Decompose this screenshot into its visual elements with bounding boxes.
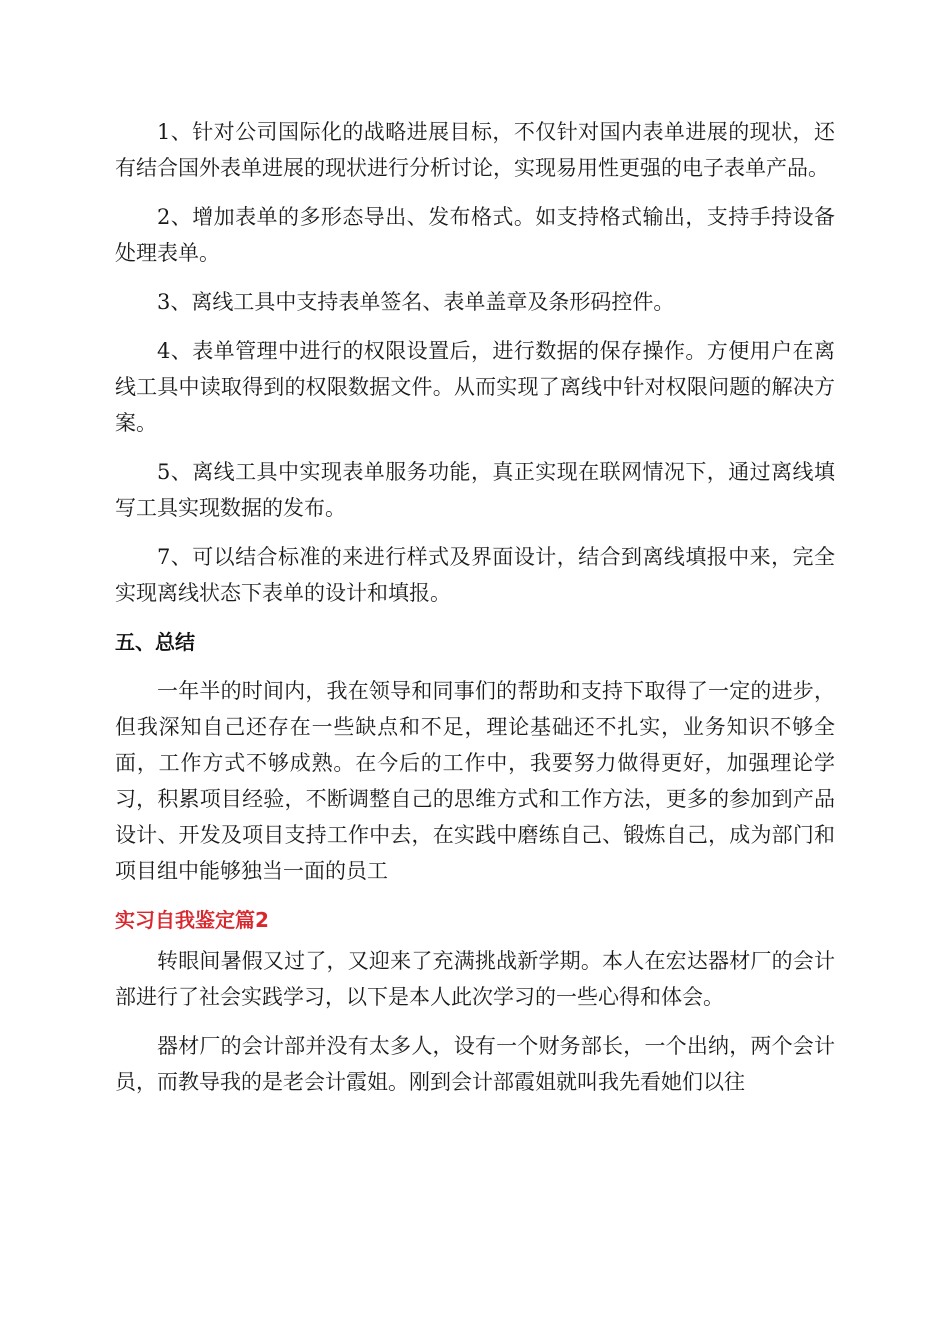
paragraph-item-7: 7、可以结合标准的来进行样式及界面设计，结合到离线填报中来，完全实现离线状态下表单的设计和填报。 xyxy=(115,545,835,605)
paragraph-item-4: 4、表单管理中进行的权限设置后，进行数据的保存操作。方便用户在离线工具中读取得到的权限数据文件。从而实现了离线中针对权限问题的解决方案。 xyxy=(115,339,835,435)
summary-heading: 五、总结 xyxy=(115,630,195,654)
document-body xyxy=(115,114,835,1113)
section-title-self-evaluation-2: 实习自我鉴定篇2 xyxy=(115,908,269,932)
paragraph-item-1: 1、针对公司国际化的战略进展目标，不仅针对国内表单进展的现状，还有结合国外表单进展的现状进行分析讨论，实现易用性更强的电子表单产品。 xyxy=(115,120,835,180)
paragraph-item-5: 5、离线工具中实现表单服务功能，真正实现在联网情况下，通过离线填写工具实现数据的发布。 xyxy=(115,460,835,520)
paragraph-item-3: 3、离线工具中支持表单签名、表单盖章及条形码控件。 xyxy=(157,290,675,314)
paragraph-item-2: 2、增加表单的多形态导出、发布格式。如支持格式输出，支持手持设备处理表单。 xyxy=(115,205,835,265)
section2-paragraph-2: 器材厂的会计部并没有太多人，设有一个财务部长，一个出纳，两个会计员，而教导我的是老会计霞姐。刚到会计部霞姐就叫我先看她们以往 xyxy=(115,1034,835,1094)
summary-paragraph: 一年半的时间内，我在领导和同事们的帮助和支持下取得了一定的进步，但我深知自己还存在一些缺点和不足，理论基础还不扎实，业务知识不够全面，工作方式不够成熟。在今后的工作中，我要努力做得更好，加强理论学习，积累项目经验，不断调整自己的思维方式和工作方法，更多的参加到产品设计、开发及项目支持工作中去，在实践中磨练自己、锻炼自己，成为部门和项目组中能够独当一面的员工 xyxy=(115,679,835,883)
section2-paragraph-1: 转眼间暑假又过了，又迎来了充满挑战新学期。本人在宏达器材厂的会计部进行了社会实践学习，以下是本人此次学习的一些心得和体会。 xyxy=(115,949,835,1009)
